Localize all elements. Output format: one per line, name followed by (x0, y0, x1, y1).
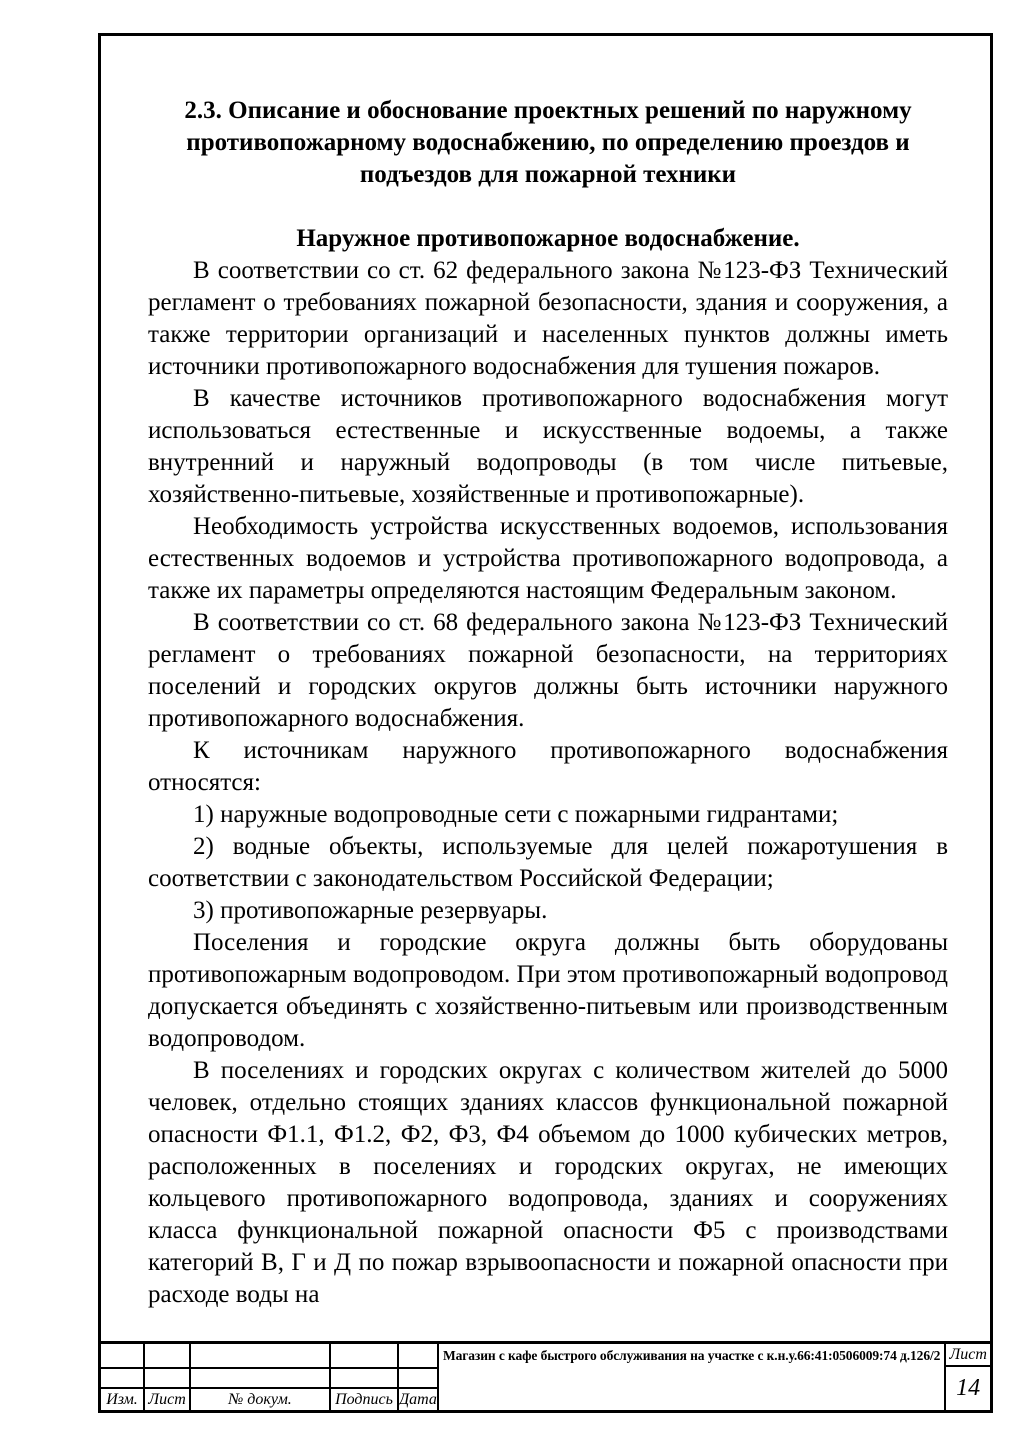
titleblock-empty-cell (191, 1369, 331, 1389)
sheet-number: 14 (956, 1375, 981, 1401)
column-header-docnum: № докум. (191, 1389, 331, 1410)
titleblock-empty-cell (399, 1369, 439, 1389)
titleblock-empty-cell (331, 1369, 399, 1389)
paragraph: 2) водные объекты, используемые для целей пожаротушения в соответствии с законодательством Российской Федерации; (148, 833, 948, 892)
body-paragraphs (148, 255, 948, 1311)
paragraph: Поселения и городские округа должны быть оборудованы противопожарным водопроводом. При этом противопожарный водопровод допускается объединять с хозяйственно-питьевым или производственным водопроводом. (148, 929, 948, 1052)
paragraph: 1) наружные водопроводные сети с пожарными гидрантами; (193, 801, 839, 828)
titleblock-empty-cell (399, 1344, 439, 1369)
section-heading (148, 95, 948, 191)
paragraph: В поселениях и городских округах с количеством жителей до 5000 человек, отдельно стоящих зданиях классов функциональной пожарной опасности Ф1.1, Ф1.2, Ф2, Ф3, Ф4 объемом до 1000 кубических метров, расположенных в поселениях и городских округах, не имеющих кольцевого противопожарного водопровода, зданиях и сооружениях класса функциональной пожарной опасности Ф5 с производствами категорий В, Г и Д по пожар взрывоопасности и пожарной опасности при расходе воды на (148, 1057, 948, 1308)
heading-line: 2.3. Описание и обоснование проектных решений по наружному (184, 97, 912, 124)
paragraph: В соответствии со ст. 68 федерального закона №123-ФЗ Технический регламент о требованиях пожарной безопасности, на территориях поселений и городских округов должны быть источники наружного противопожарного водоснабжения. (148, 609, 948, 732)
sheet-label: Лист (946, 1344, 990, 1367)
column-header-izm: Изм. (101, 1389, 145, 1410)
titleblock-empty-cell (101, 1369, 145, 1389)
title-block-revision-table (101, 1344, 439, 1410)
paragraph: Необходимость устройства искусственных водоемов, использования естественных водоемов и устройства противопожарного водопровода, а также их параметры определяются настоящим Федеральным законом. (148, 513, 948, 604)
page-content (148, 95, 948, 1311)
titleblock-empty-cell (101, 1344, 145, 1369)
heading-line: подъездов для пожарной техники (359, 161, 737, 188)
title-block-project-cell (439, 1344, 944, 1410)
title-block (98, 1341, 993, 1413)
paragraph: В соответствии со ст. 62 федерального закона №123-ФЗ Технический регламент о требованиях пожарной безопасности, здания и сооружения, а также территории организаций и населенных пунктов должны иметь источники противопожарного водоснабжения для тушения пожаров. (148, 257, 948, 380)
title-block-sheet-cell (944, 1344, 990, 1410)
paragraph: К источникам наружного противопожарного водоснабжения относятся: (148, 737, 948, 796)
titleblock-empty-cell (145, 1344, 191, 1369)
heading-line: противопожарному водоснабжению, по определению проездов и (186, 129, 910, 156)
column-header-podpis: Подпись (331, 1389, 399, 1410)
paragraph: 3) противопожарные резервуары. (193, 897, 548, 924)
paragraph: В качестве источников противопожарного водоснабжения могут использоваться естественные и искусственные водоемы, а также внутренний и наружный водопроводы (в том числе питьевые, хозяйственно-питьевые, хозяйственные и противопожарные). (148, 385, 948, 508)
section-subheading: Наружное противопожарное водоснабжение. (296, 225, 800, 252)
titleblock-empty-cell (191, 1344, 331, 1369)
column-header-data: Дата (399, 1389, 439, 1410)
column-header-list: Лист (145, 1389, 191, 1410)
titleblock-empty-cell (331, 1344, 399, 1369)
titleblock-empty-cell (145, 1369, 191, 1389)
project-title: Магазин с кафе быстрого обслуживания на участке с к.н.у.66:41:0506009:74 д.126/2 (442, 1348, 941, 1363)
